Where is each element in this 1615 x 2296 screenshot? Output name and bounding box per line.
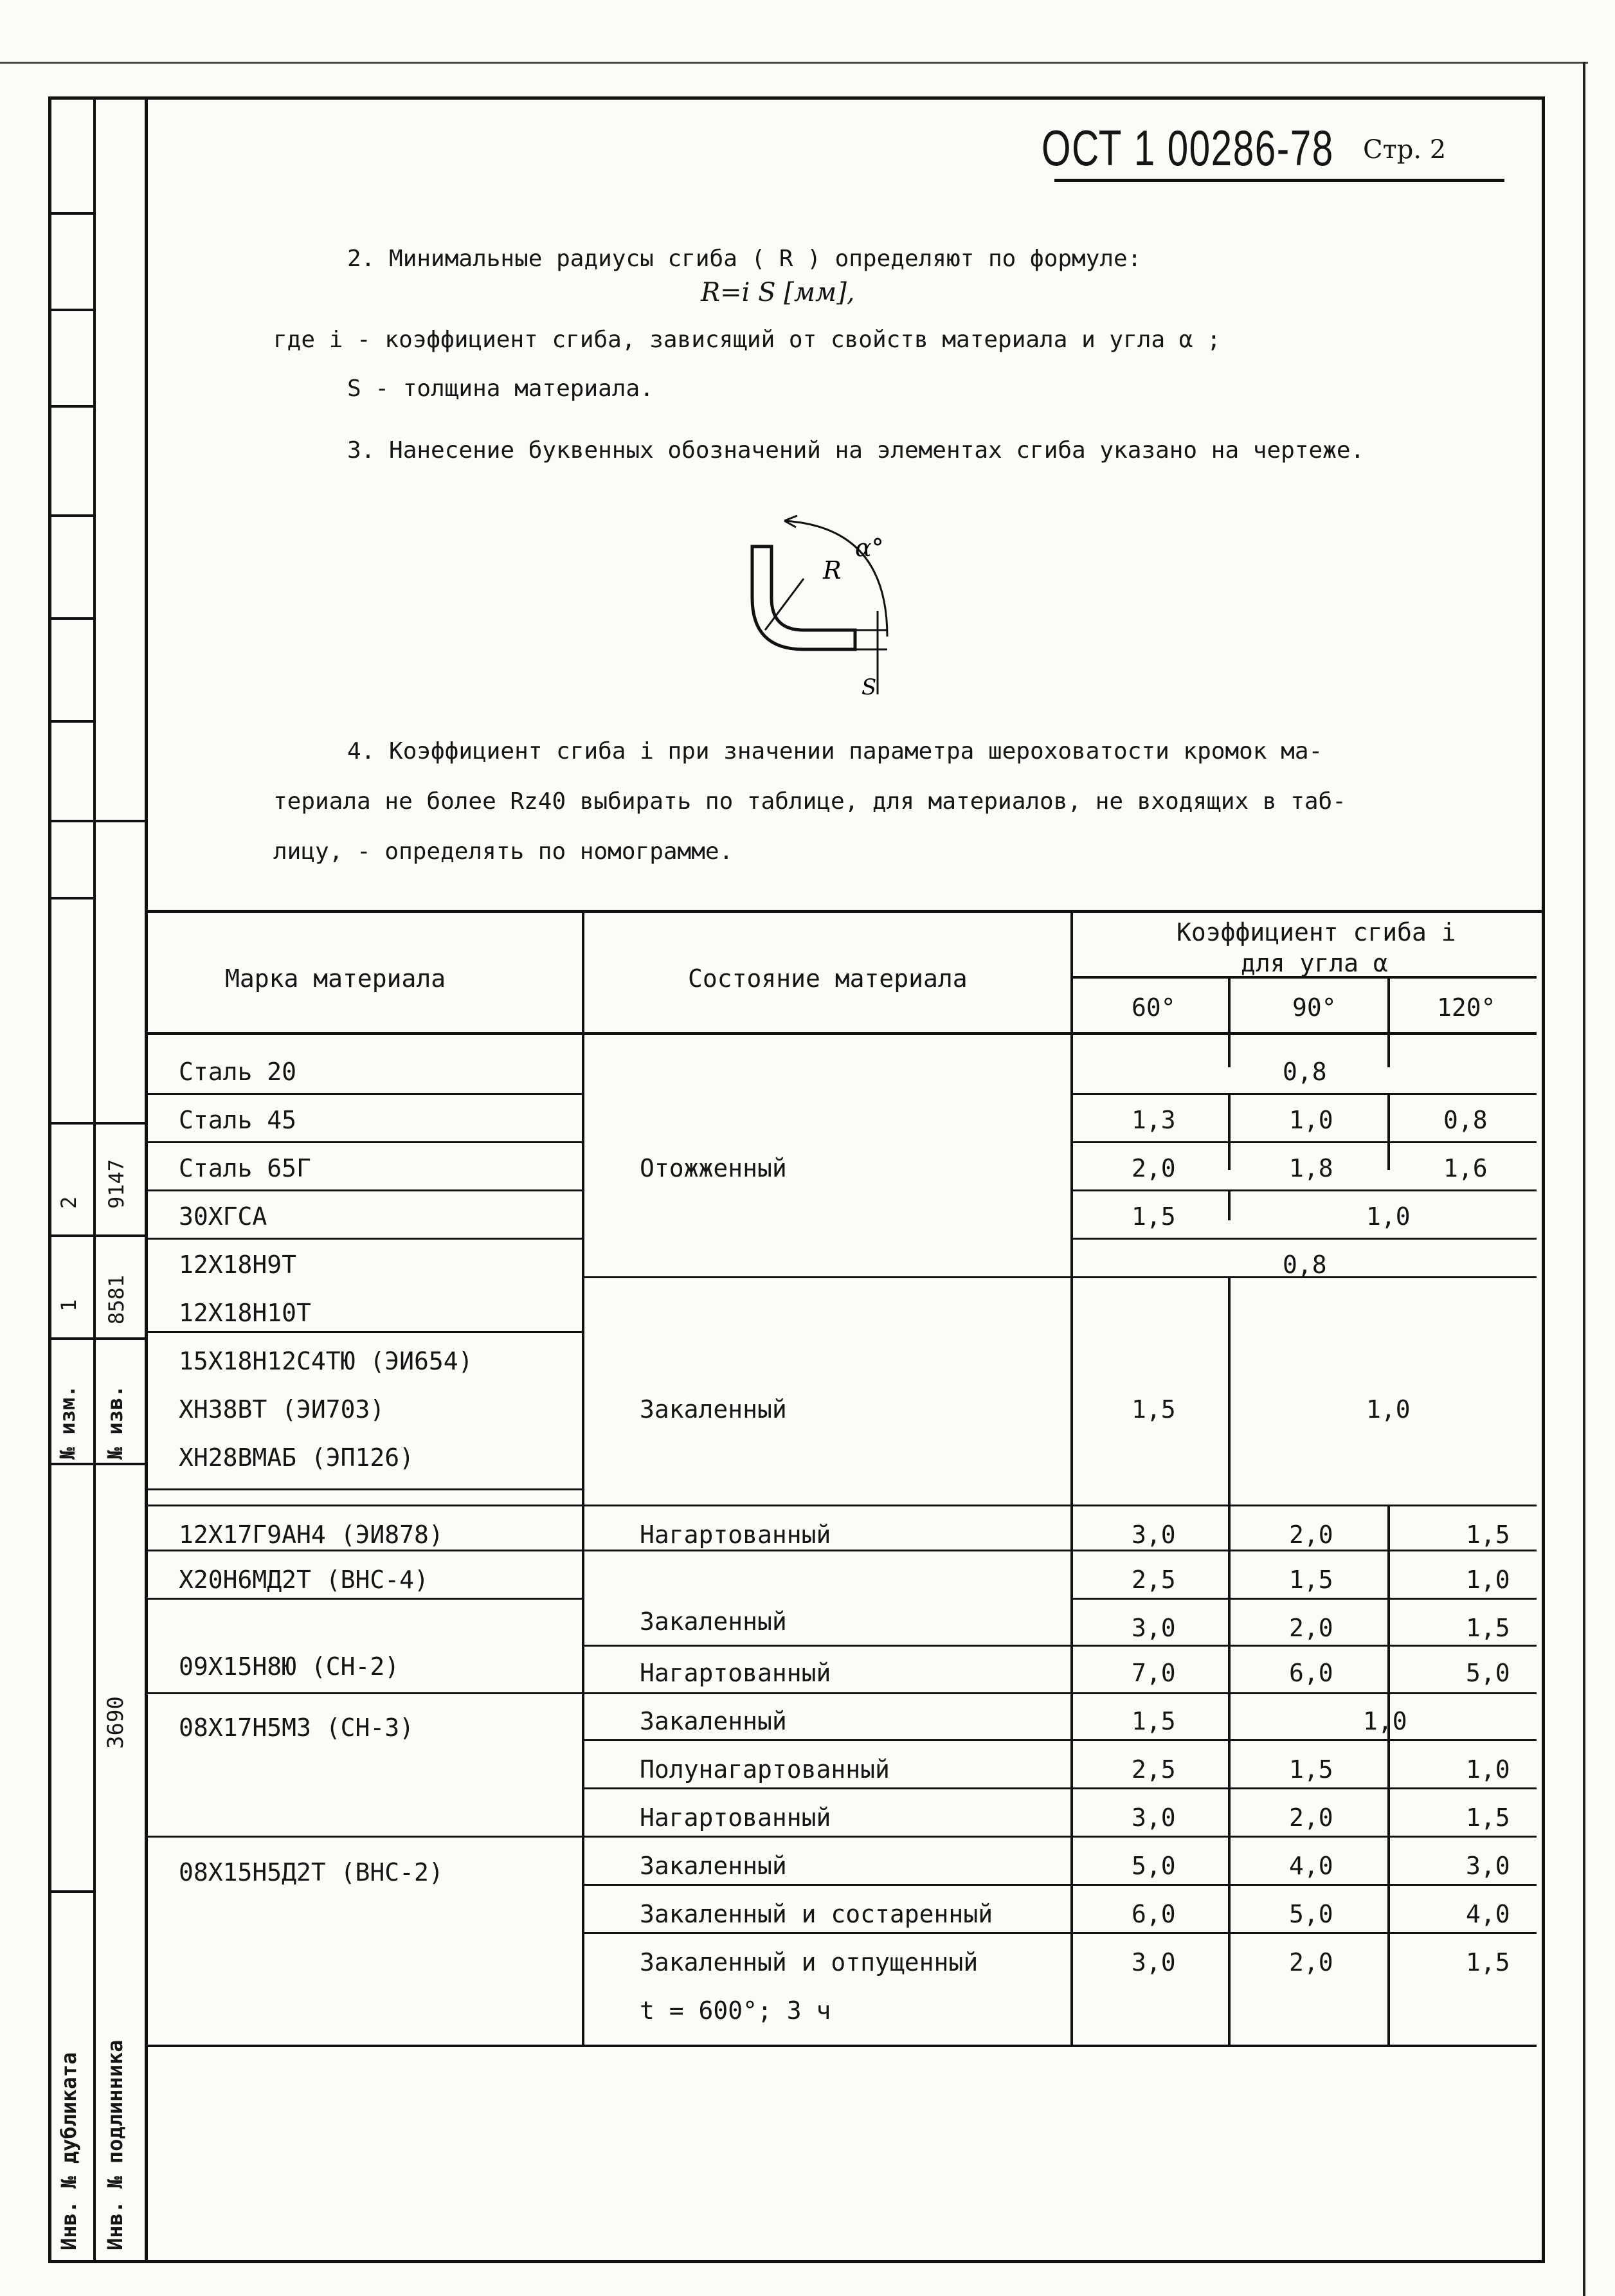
table-hline — [582, 1884, 1537, 1886]
material: 09Х15Н8Ю (СН-2) — [179, 1652, 400, 1681]
table-hline — [148, 1093, 582, 1095]
table-vline — [1228, 1093, 1231, 1170]
table-hline — [1070, 1093, 1537, 1095]
margin-izv-1: 8581 — [104, 1274, 129, 1324]
value: 1,0 — [1366, 1395, 1411, 1424]
margin-number-3690: 3690 — [103, 1696, 129, 1749]
state: Полунагартованный — [640, 1755, 890, 1784]
value: 1,5 — [1289, 1566, 1333, 1594]
margin-tick — [48, 212, 93, 215]
value: 1,0 — [1466, 1755, 1510, 1784]
material: 08Х17Н5М3 (СН-3) — [179, 1713, 415, 1742]
state: Закаленный и состаренный — [640, 1900, 993, 1928]
state: t = 600°; 3 ч — [640, 1996, 831, 2025]
paragraph-4-line3: лицу, - определять по номограмме. — [273, 838, 734, 865]
value: 1,0 — [1363, 1707, 1407, 1735]
margin-tick — [48, 1122, 148, 1125]
margin-tick — [48, 820, 148, 822]
value: 4,0 — [1466, 1900, 1510, 1928]
label-R: R — [823, 556, 842, 584]
table-bottom-border — [148, 2045, 1537, 2047]
value: 3,0 — [1132, 1614, 1176, 1642]
header-state: Состояние материала — [688, 964, 968, 993]
paragraph-4-line2: териала не более Rz40 выбирать по таблице, для материалов, не входящих в таб- — [273, 788, 1346, 815]
header-underline — [1054, 179, 1504, 182]
paragraph-4-line1: 4. Коэффициент сгиба i при значении параметра шероховатости кромок ма- — [347, 738, 1323, 764]
table-hline — [148, 1331, 582, 1333]
value: 2,0 — [1289, 1521, 1333, 1549]
table-vline — [1387, 1505, 1390, 2045]
state: Нагартованный — [640, 1521, 831, 1549]
table-hline — [582, 1276, 1537, 1278]
value: 1,5 — [1132, 1395, 1176, 1424]
label-S: S — [862, 674, 877, 700]
material: Х20Н6МД2Т (ВНС-4) — [179, 1566, 429, 1594]
value: 0,8 — [1283, 1058, 1327, 1086]
value: 1,5 — [1132, 1707, 1176, 1735]
bend-drawing — [720, 508, 926, 707]
value: 1,8 — [1289, 1154, 1333, 1182]
value: 7,0 — [1132, 1659, 1176, 1687]
table-hline — [148, 1550, 1537, 1551]
material: 12Х17Г9АН4 (ЭИ878) — [179, 1521, 444, 1549]
value: 0,8 — [1443, 1106, 1488, 1134]
table-hline — [1070, 1141, 1537, 1143]
margin-izv-2: 9147 — [104, 1159, 129, 1209]
material: Сталь 65Г — [179, 1154, 311, 1182]
material: Сталь 45 — [179, 1106, 297, 1134]
value: 2,0 — [1132, 1154, 1176, 1182]
definition-i: где i - коэффициент сгиба, зависящий от свойств материала и угла α ; — [273, 327, 1221, 353]
value: 6,0 — [1132, 1900, 1176, 1928]
value: 1,0 — [1289, 1106, 1333, 1134]
material: 12Х18Н9Т — [179, 1251, 297, 1279]
margin-tick — [48, 1890, 93, 1893]
table-hline — [148, 1836, 1537, 1838]
value: 1,5 — [1289, 1755, 1333, 1784]
margin-izm-label: № изм. — [55, 1385, 80, 1460]
margin-izm-1: 1 — [57, 1299, 81, 1312]
table-hline — [1070, 1189, 1537, 1191]
value: 3,0 — [1132, 1803, 1176, 1832]
table-hline — [148, 1141, 582, 1143]
value: 1,6 — [1443, 1154, 1488, 1182]
table-hline — [1070, 1598, 1537, 1600]
value: 0,8 — [1283, 1251, 1327, 1279]
state: Закаленный и отпущенный — [640, 1948, 979, 1976]
state: Отожженный — [640, 1154, 787, 1182]
margin-tick — [48, 1337, 148, 1340]
table-hline — [148, 1505, 1537, 1506]
margin-inv-dubl: Инв. № дубликата — [57, 2052, 81, 2250]
margin-tick — [48, 617, 93, 620]
state: Закаленный — [640, 1852, 787, 1880]
header-angle-60: 60° — [1132, 993, 1176, 1022]
material: 12Х18Н10Т — [179, 1299, 311, 1327]
label-alpha: α° — [855, 534, 884, 562]
table-vline — [1228, 1189, 1231, 1220]
header-angle-120: 120° — [1437, 993, 1496, 1022]
margin-tick — [48, 514, 93, 517]
header-angle-90: 90° — [1292, 993, 1337, 1022]
value: 5,0 — [1132, 1852, 1176, 1880]
value: 5,0 — [1466, 1659, 1510, 1687]
table-hline — [148, 1238, 582, 1240]
table-vline — [1228, 1505, 1231, 2045]
table-hline — [582, 1739, 1537, 1741]
table-vline — [582, 910, 584, 2045]
value: 1,0 — [1366, 1202, 1411, 1231]
margin-tick — [48, 720, 93, 723]
value: 1,5 — [1466, 1803, 1510, 1832]
margin-inv-podl: Инв. № подлинника — [103, 2039, 127, 2250]
state: Нагартованный — [640, 1803, 831, 1832]
header-material: Марка материала — [225, 964, 446, 993]
table-vline — [1228, 977, 1231, 1067]
table-vline — [1387, 977, 1390, 1067]
material: ХН38ВТ (ЭИ703) — [179, 1395, 385, 1424]
value: 3,0 — [1132, 1521, 1176, 1549]
value: 2,5 — [1132, 1566, 1176, 1594]
paragraph-3: 3. Нанесение буквенных обозначений на элементах сгиба указано на чертеже. — [347, 437, 1365, 464]
definition-s: S - толщина материала. — [347, 375, 654, 402]
state: Закаленный — [640, 1607, 787, 1636]
table-hline — [148, 1189, 582, 1191]
margin-izv-label: № изв. — [103, 1385, 127, 1460]
state: Нагартованный — [640, 1659, 831, 1687]
table-hline — [1070, 1238, 1537, 1240]
table-hline — [148, 1598, 582, 1600]
table-vline — [1387, 1093, 1390, 1170]
paragraph-2: 2. Минимальные радиусы сгиба ( R ) определяют по формуле: — [347, 246, 1142, 272]
material: ХН28ВМАБ (ЭП126) — [179, 1443, 415, 1472]
value: 1,5 — [1466, 1948, 1510, 1976]
state: Закаленный — [640, 1395, 787, 1424]
value: 2,0 — [1289, 1803, 1333, 1832]
value: 3,0 — [1466, 1852, 1510, 1880]
state: Закаленный — [640, 1707, 787, 1735]
value: 2,0 — [1289, 1614, 1333, 1642]
value: 5,0 — [1289, 1900, 1333, 1928]
table-hline — [148, 1692, 1537, 1694]
value: 1,5 — [1466, 1521, 1510, 1549]
table-vline — [1228, 1276, 1231, 1505]
page-number: Стр. 2 — [1363, 135, 1447, 165]
value: 3,0 — [1132, 1948, 1176, 1976]
table-hline — [582, 1645, 1537, 1647]
header-coef-2: для угла α — [1241, 949, 1388, 977]
value: 2,0 — [1289, 1948, 1333, 1976]
value: 1,5 — [1132, 1202, 1176, 1231]
value: 4,0 — [1289, 1852, 1333, 1880]
margin-divider-1 — [93, 96, 96, 2263]
material: 15Х18Н12С4ТЮ (ЭИ654) — [179, 1347, 473, 1375]
table-hline — [148, 1032, 1537, 1035]
margin-tick — [48, 1463, 148, 1465]
value: 2,5 — [1132, 1755, 1176, 1784]
document-code: ОСТ 1 00286-78 — [1042, 120, 1334, 176]
header-coef-1: Коэффициент сгиба i — [1177, 918, 1456, 946]
table-top-border — [148, 910, 1542, 913]
table-hline — [582, 1787, 1537, 1789]
margin-tick — [48, 1234, 148, 1237]
material: 08Х15Н5Д2Т (ВНС-2) — [179, 1858, 444, 1886]
table-vline — [1070, 910, 1073, 2045]
value: 1,0 — [1466, 1566, 1510, 1594]
scan-edge-top — [0, 62, 1588, 64]
value: 6,0 — [1289, 1659, 1333, 1687]
formula: R=i S [мм], — [701, 278, 855, 307]
value: 1,3 — [1132, 1106, 1176, 1134]
material: 30ХГСА — [179, 1202, 267, 1231]
margin-divider-2 — [145, 96, 148, 2263]
material: Сталь 20 — [179, 1058, 297, 1086]
margin-tick — [48, 405, 93, 408]
value: 1,5 — [1466, 1614, 1510, 1642]
table-hline — [148, 1488, 582, 1490]
table-hline — [582, 1932, 1537, 1934]
margin-izm-2: 2 — [57, 1196, 81, 1209]
margin-tick — [48, 897, 93, 899]
margin-tick — [48, 309, 93, 311]
scan-edge-right — [1583, 62, 1585, 2296]
